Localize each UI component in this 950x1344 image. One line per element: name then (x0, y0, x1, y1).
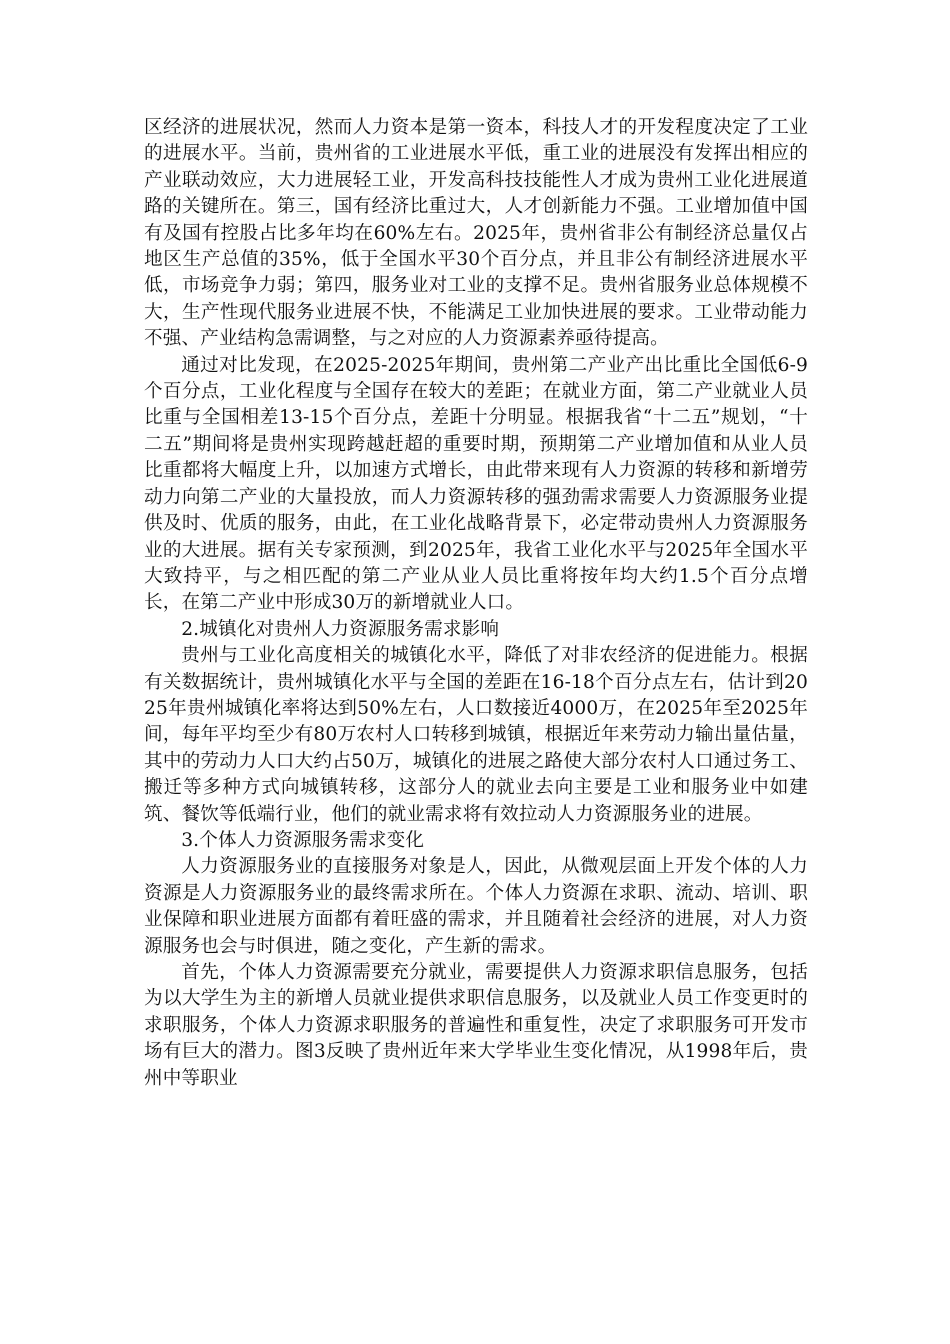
paragraph-continuation: 区经济的进展状况，然而人力资本是第一资本，科技人才的开发程度决定了工业的进展水平。当前，贵州省的工业进展水平低，重工业的进展没有发挥出相应的产业联动效应，大力进展轻工业，开发高科技技能性人才成为贵州工业化进展道路的关键所在。第三，国有经济比重过大，人才创新能力不强。工业增加值中国有及国有控股占比多年均在60%左右。2025年，贵州省非公有制经济总量仅占地区生产总值的35%，低于全国水平30个百分点，并且非公有制经济进展水平低，市场竞争力弱；第四，服务业对工业的支撑不足。贵州省服务业总体规模不大，生产性现代服务业进展不快，不能满足工业加快进展的要求。工业带动能力不强、产业结构急需调整，与之对应的人力资源素养亟待提高。 (144, 117, 808, 350)
document-page (144, 115, 808, 1092)
paragraph-job-seeking-services: 首先，个体人力资源需要充分就业，需要提供人力资源求职信息服务，包括为以大学生为主的新增人员就业提供求职信息服务，以及就业人员工作变更时的求职服务，个体人力资源求职服务的普遍性和重复性，决定了求职服务可开发市场有巨大的潜力。图3反映了贵州近年来大学毕业生变化情况，从1998年后，贵州中等职业 (144, 962, 808, 1089)
paragraph-urbanization: 贵州与工业化高度相关的城镇化水平，降低了对非农经济的促进能力。根据有关数据统计，贵州城镇化水平与全国的差距在16-18个百分点左右，估计到2025年贵州城镇化率将达到50%左右，人口数接近4000万，在2025年至2025年间，每年平均至少有80万农村人口转移到城镇，根据近年来劳动力输出量估量，其中的劳动力人口大约占50万，城镇化的进展之路使大部分农村人口通过务工、搬迁等多种方式向城镇转移，这部分人的就业去向主要是工业和服务业中如建筑、餐饮等低端行业，他们的就业需求将有效拉动人力资源服务业的进展。 (144, 645, 808, 825)
paragraph-individual-demand: 人力资源服务业的直接服务对象是人，因此，从微观层面上开发个体的人力资源是人力资源服务业的最终需求所在。个体人力资源在求职、流动、培训、职业保障和职业进展方面都有着旺盛的需求，并且随着社会经济的进展，对人力资源服务也会与时俱进，随之变化，产生新的需求。 (144, 856, 808, 957)
paragraph-industrialization-comparison: 通过对比发现，在2025-2025年期间，贵州第二产业产出比重比全国低6-9个百分点，工业化程度与全国存在较大的差距；在就业方面，第二产业就业人员比重与全国相差13-15个百分点，差距十分明显。根据我省“十二五”规划，“十二五”期间将是贵州实现跨越赶超的重要时期，预期第二产业增加值和从业人员比重都将大幅度上升，以加速方式增长，由此带来现有人力资源的转移和新增劳动力向第二产业的大量投放，而人力资源转移的强劲需求需要人力资源服务业提供及时、优质的服务，由此，在工业化战略背景下，必定带动贵州人力资源服务业的大进展。据有关专家预测，到2025年，我省工业化水平与2025年全国水平大致持平，与之相匹配的第二产业从业人员比重将按年均大约1.5个百分点增长，在第二产业中形成30万的新增就业人口。 (144, 354, 808, 614)
section-heading-individual-demand: 3.个体人力资源服务需求变化 (181, 829, 425, 851)
section-heading-urbanization: 2.城镇化对贵州人力资源服务需求影响 (181, 618, 500, 640)
